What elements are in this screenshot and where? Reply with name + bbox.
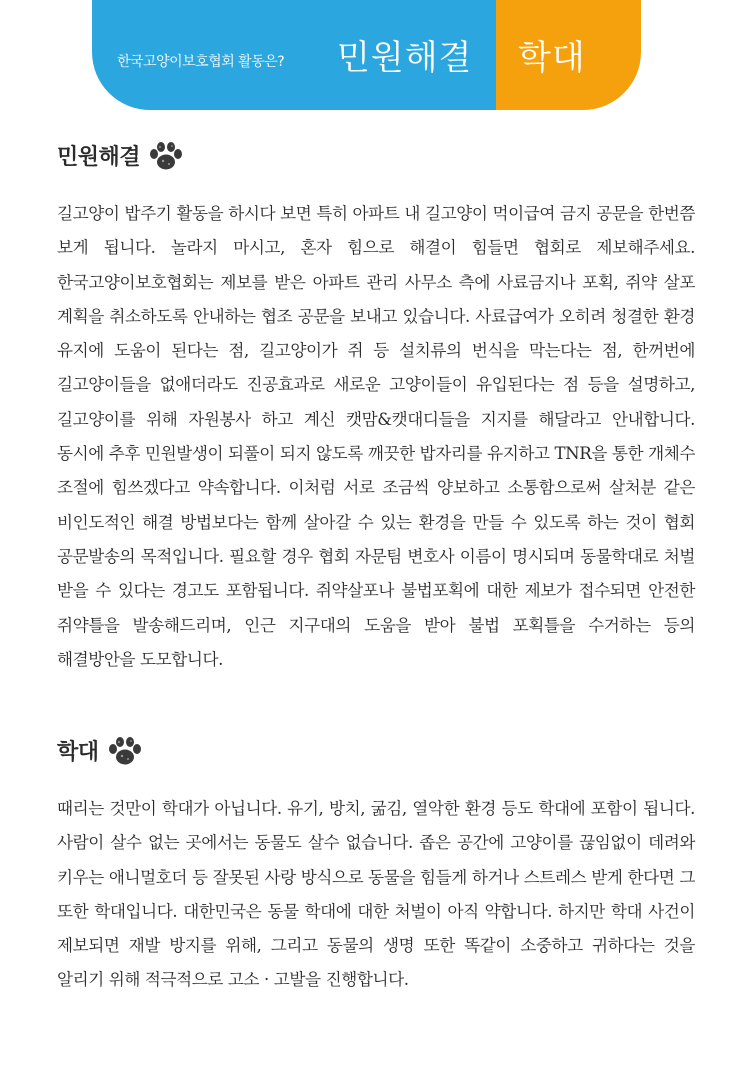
- header-other-tab: [496, 0, 641, 110]
- tab-abuse[interactable]: 학대: [518, 38, 586, 78]
- header-active-tab: [92, 0, 496, 110]
- section-body-abuse: 때리는 것만이 학대가 아닙니다. 유기, 방치, 굶김, 열악한 환경 등도 학대에 포함이 됩니다. 사람이 살수 없는 곳에서는 동물도 살수 없습니다. 좁은 공간에 고양이를 끊임없이 데려와 키우는 애니멀호더 등 잘못된 사랑 방식으로 동물을 힘들게 하거나 스트레스 받게 한다면 그 또한 학대입니다. 대한민국은 동물 학대에 대한 처벌이 아직 약합니다. 하지만 학대 사건이 제보되면 재발 방지를 위해, 그리고 동물의 생명 또한 똑같이 소중하고 귀하다는 것을 알리기 위해 적극적으로 고소 · 고발을 진행합니다.: [57, 799, 695, 990]
- section-body-complaint: 길고양이 밥주기 활동을 하시다 보면 특히 아파트 내 길고양이 먹이급여 금지 공문을 한번쯤 보게 됩니다. 놀라지 마시고, 혼자 힘으로 해결이 힘들면 협회로 제보해주세요. 한국고양이보호협회는 제보를 받은 아파트 관리 사무소 측에 사료금지나 포획, 쥐약 살포 계획을 취소하도록 안내하는 협조 공문을 보내고 있습니다. 사료급여가 오히려 청결한 환경 유지에 도움이 된다는 점, 길고양이가 쥐 등 설치류의 번식을 막는다는 점, 한꺼번에 길고양이들을 없애더라도 진공효과로 새로운 고양이들이 유입된다는 점 등을 설명하고, 길고양이를 위해 자원봉사 하고 계신 캣맘&캣대디들을 지지를 해달라고 안내합니다. 동시에 추후 민원발생이 되풀이 되지 않도록 깨끗한 밥자리를 유지하고 TNR을 통한 개체수 조절에 힘쓰겠다고 약속합니다. 이처럼 서로 조금씩 양보하고 소통함으로써 살처분 같은 비인도적인 해결 방법보다는 함께 살아갈 수 있는 환경을 만들 수 있도록 하는 것이 협회 공문발송의 목적입니다. 필요할 경우 협회 자문팀 변호사 이름이 명시되며 동물학대로 처벌 받을 수 있다는 경고도 포함됩니다. 쥐약살포나 불법포획에 대한 제보가 접수되면 안전한 쥐약틀을 발송해드리며, 인근 지구대의 도움을 받아 불법 포획틀을 수거하는 등의 해결방안을 도모합니다.: [57, 204, 695, 669]
- paw-print-icon: [107, 736, 143, 766]
- section-title: 민원해결: [57, 145, 141, 170]
- header-banner: [92, 0, 641, 110]
- section-title: 학대: [57, 740, 99, 765]
- tab-complaint-resolution[interactable]: 민원해결: [337, 38, 473, 78]
- section-heading-abuse: [57, 735, 143, 766]
- section-heading-complaint: [57, 140, 184, 171]
- paw-print-icon: [148, 141, 184, 171]
- header-subtitle: 한국고양이보호협회 활동은?: [117, 54, 285, 70]
